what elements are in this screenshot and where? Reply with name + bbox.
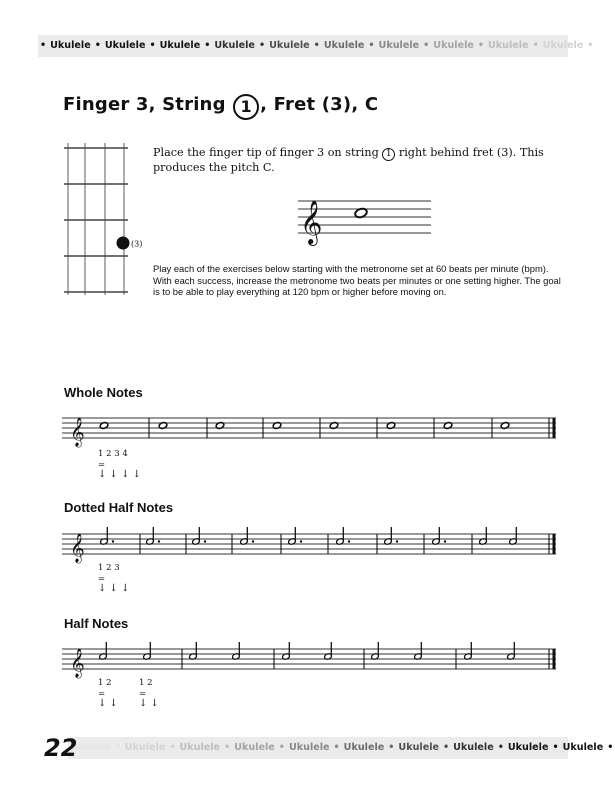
footer-word: Ukulele bbox=[562, 742, 604, 753]
footer-word: Ukulele bbox=[234, 742, 275, 753]
footer-band: Ukulele • Ukulele • Ukulele • Ukulele • Ukulele • Ukulele • Ukulele • Ukulele • Ukulele • Ukulele • bbox=[68, 737, 568, 759]
footer-word: Ukulele bbox=[507, 742, 549, 753]
header-word: Ukulele bbox=[50, 40, 91, 51]
fretboard-diagram bbox=[60, 143, 150, 298]
footer-word: Ukulele bbox=[453, 742, 494, 753]
title-text: Finger 3, String bbox=[63, 94, 226, 115]
header-word: Ukulele bbox=[214, 40, 255, 51]
section-heading-half: Half Notes bbox=[64, 616, 129, 631]
header-word: Ukulele bbox=[269, 40, 310, 51]
footer-word: Ukulele bbox=[398, 742, 439, 753]
header-word: Ukulele bbox=[159, 40, 201, 51]
treble-clef-icon: 𝄞 bbox=[70, 417, 85, 446]
header-band: • Ukulele • Ukulele • Ukulele • Ukulele • Ukulele • Ukulele • Ukulele • Ukulele • Ukulele • Ukulele • bbox=[38, 35, 568, 57]
count-dotted: 1 2 3 = ↓ ↓ ↓ bbox=[98, 563, 130, 594]
header-word: Ukulele bbox=[433, 40, 474, 51]
count-whole: 1 2 3 4 = ↓ ↓ ↓ ↓ bbox=[98, 449, 142, 480]
staff-whole-notes bbox=[62, 410, 562, 446]
section-heading-whole: Whole Notes bbox=[64, 385, 143, 400]
treble-clef-icon: 𝄞 bbox=[70, 533, 85, 562]
header-word: Ukulele bbox=[104, 40, 146, 51]
page-title bbox=[63, 94, 378, 120]
header-word: Ukulele bbox=[542, 40, 584, 51]
treble-clef-icon: 𝄞 bbox=[70, 648, 85, 677]
title-text-2: , Fret (3), C bbox=[260, 94, 379, 115]
fret-label: (3) bbox=[131, 239, 143, 249]
pitch-c-staff bbox=[298, 190, 433, 250]
footer-word: Ukulele bbox=[70, 742, 111, 753]
finger-dot bbox=[117, 237, 130, 250]
section-heading-dotted: Dotted Half Notes bbox=[64, 500, 174, 515]
instructions-paragraph: Play each of the exercises below starting with the metronome set at 60 beats per minute (bpm). With each success, increase the metronome two beats per minutes or one setting higher. The goal is to be able to play everything at 120 bpm or higher before moving on. bbox=[153, 263, 561, 298]
staff-dotted-half-notes bbox=[62, 526, 562, 562]
footer-word: Ukulele bbox=[343, 742, 385, 753]
footer-word: Ukulele bbox=[288, 742, 330, 753]
string-number-circle: 1 bbox=[233, 94, 259, 120]
header-word: Ukulele bbox=[488, 40, 529, 51]
header-word: Ukulele bbox=[378, 40, 420, 51]
intro-text: Place the finger tip of finger 3 on string 1 right behind fret (3). This produces the pitch C. bbox=[153, 146, 544, 174]
treble-clef-icon: 𝄞 bbox=[300, 200, 323, 244]
staff-half-notes bbox=[62, 641, 562, 677]
string-circle: 1 bbox=[382, 148, 395, 161]
footer-word: Ukulele bbox=[179, 742, 221, 753]
count-half-1: 1 2 = ↓ ↓ bbox=[98, 678, 118, 709]
footer-word: Ukulele bbox=[124, 742, 166, 753]
bullet: • bbox=[40, 40, 47, 51]
count-half-2: 1 2 = ↓ ↓ bbox=[139, 678, 159, 709]
header-word: Ukulele bbox=[323, 40, 365, 51]
page-number: 22 bbox=[44, 734, 78, 762]
